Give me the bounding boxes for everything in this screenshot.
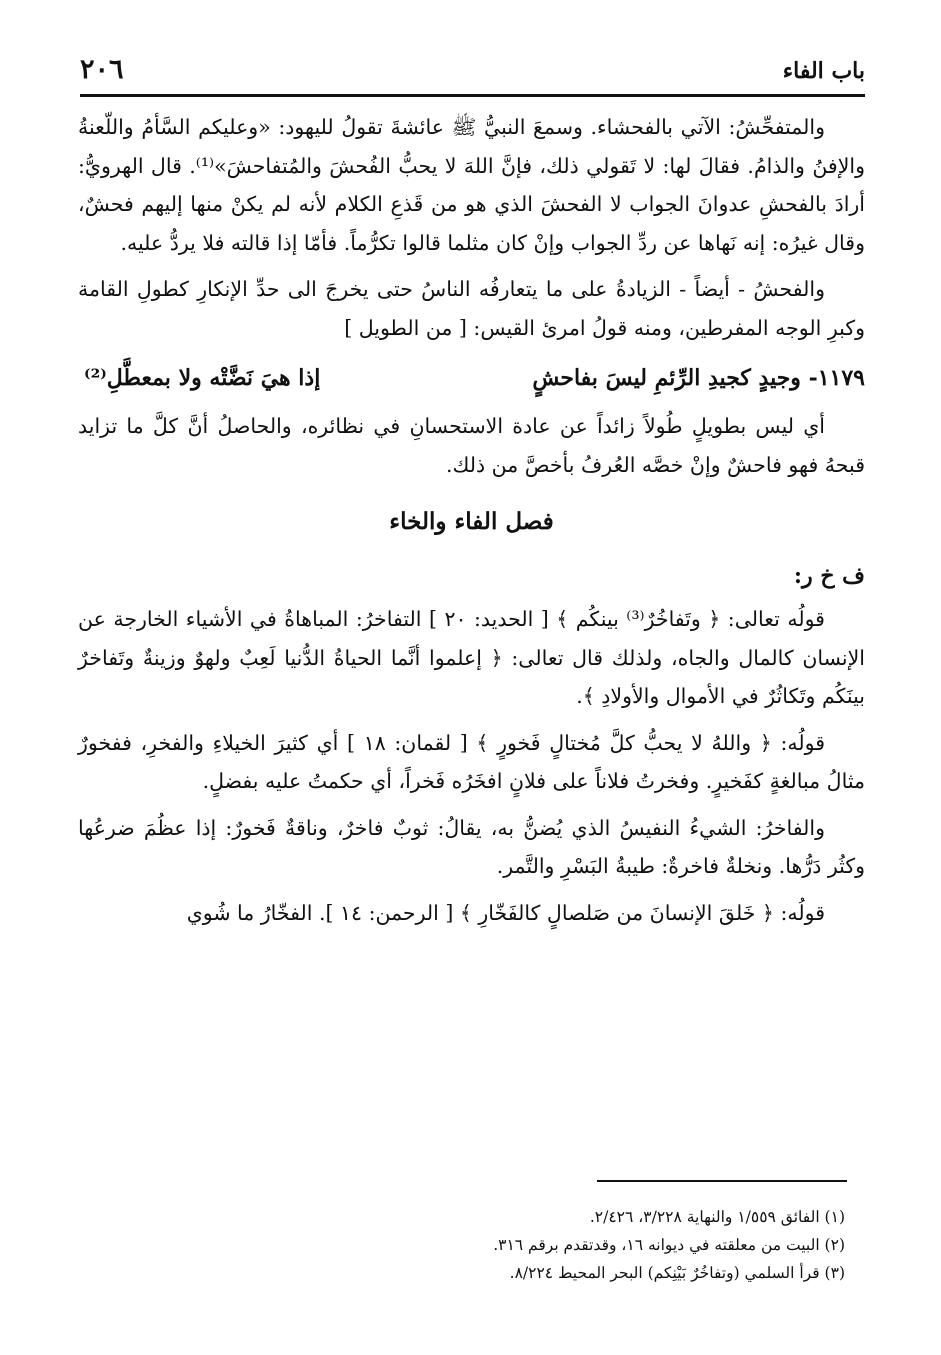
verse-first-hemistich: ١١٧٩- وجيدٍ كجيدِ الرِّئمِ ليسَ بفاحشٍ (532, 365, 865, 391)
paragraph: والفاخرُ: الشيءُ النفيسُ الذي يُضنُّ به، يقالُ: ثوبٌ فاخرٌ، وناقةٌ فَخورٌ: إذا عظُمَ ضرعُها وكثُر دَرُّها. ونخلةٌ فاخرةٌ: طيبةُ البَسْرِ والتَّمر. (78, 815, 865, 878)
poetry-verse (78, 355, 865, 401)
verse-commentary: أي ليس بطويلٍ طُولاً زائداً عن عادة الاستحسانِ في نظائره، والحاصلُ أنَّ كلَّ ما تزايد قبحهُ فهو فاحشٌ وإنْ خصَّه العُرفُ بأخصَّ من ذلك. (78, 414, 865, 477)
paragraph: قولُه: ﴿ خَلقَ الإنسانَ من صَلصالٍ كالفَخّارِ ﴾ [ الرحمن: ١٤ ]. الفخّارُ ما شُوي (186, 900, 825, 925)
paragraph: والفحشُ - أيضاً - الزيادةُ على ما يتعارفُه الناسُ حتى يخرجَ الى حدِّ الإنكارِ كطولِ القامة وكبرِ الوجه المفرطين، ومنه قولُ امرئ القيس: [ من الطويل ] (78, 277, 865, 340)
section-title: فصل الفاء والخاء (389, 508, 554, 535)
footnotes (80, 1203, 845, 1287)
paragraph: قولُه: ﴿ واللهُ لا يحبُّ كلَّ مُختالٍ فَخورٍ ﴾ [ لقمان: ١٨ ] أي كثيرَ الخيلاءِ والفخرِ، ففخورٌ مثالُ مبالغةٍ كفَخيرٍ. وفخرتُ فلاناً على فلانٍ افخَرُه فَخراً، أي حكمتُ عليه بفضلٍ. (78, 730, 865, 793)
page-number: ٢٠٦ (80, 54, 124, 85)
footnote: (٣) قرأ السلمي (وتفاخُرٌ بَيْنِكم) البحر المحيط ٨/٢٢٤. (509, 1264, 845, 1282)
paragraph: قولُه تعالى: ﴿ وتَفاخُرٌ⁽³⁾ بينكُم ﴾ [ الحديد: ٢٠ ] التفاخرُ: المباهاةُ في الأشياء الخارجة عن الإنسان كالمال والجاه، ولذلك قال تعالى: ﴿ إعلموا أنَّما الحياةُ الدُّنيا لَعِبٌ ولهوٌ وزينةٌ وتَفاخرٌ بينَكُم وتَكاثُرٌ في الأموال والأولادِ ﴾. (78, 607, 865, 708)
footnote: (٢) البيت من معلقته في ديوانه ١٦، وقدتقدم برقم ٣١٦. (493, 1236, 845, 1254)
verse-second-hemistich: إذا هيَ نَضَّتْه ولا بمعطَّلِ⁽²⁾ (84, 365, 321, 391)
paragraph: والمتفحِّشُ: الآتي بالفحشاء. وسمعَ النبيُّ ﷺ عائشةَ تقولُ لليهود: «وعليكم السَّأمُ واللّعنةُ والإفنُ والذامُ. فقالَ لها: لا تَقولي ذلك، فإنَّ اللهَ لا يحبُّ الفُحشَ والمُتفاحشَ»⁽¹⁾. قال الهرويُّ: أرادَ بالفحشِ عدوانَ الجواب لا الفحشَ الذي هو من قَذعِ الكلام لأنه لم يكنْ منها إليهم فحشٌ، وقال غيرُه: إنه نَهاها عن ردِّ الجواب وإنْ كان مثلما قالوا تكرُّماً. فأمّا إذا قالته فلا يردُّ عليه. (78, 115, 866, 255)
chapter-title: باب الفاء (782, 58, 865, 84)
root-heading: ف خ ر: (793, 563, 865, 589)
footnote-divider (597, 1180, 847, 1182)
page-header (80, 50, 865, 97)
footnote: (١) الفائق ١/٥٥٩ والنهاية ٣/٢٢٨، ٢/٤٢٦. (589, 1208, 845, 1226)
body-text (78, 108, 865, 940)
